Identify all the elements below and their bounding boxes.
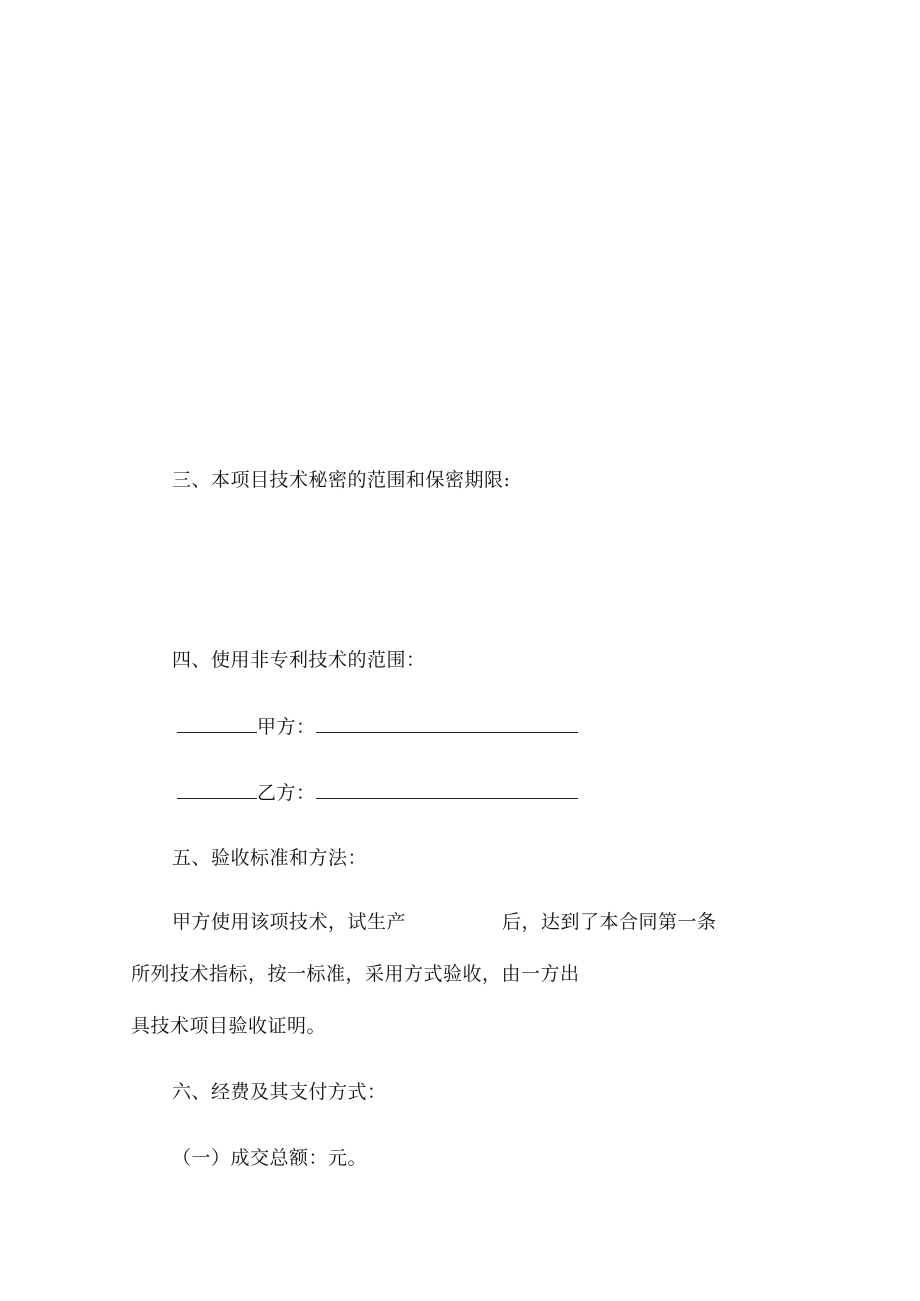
section-5-para-line-1-part-1: 甲方使用该项技术，试生产 (172, 911, 407, 933)
section-5-para-line-1-part-2: 后，达到了本合同第一条 (502, 911, 717, 933)
section-5-para-line-3: 具技术项目验收证明。 (131, 1015, 327, 1037)
section-6-heading: 六、经费及其支付方式： (172, 1081, 387, 1103)
party-a-label: 甲方： (257, 716, 316, 738)
section-5-heading: 五、验收标准和方法： (172, 847, 368, 869)
party-b-row (177, 780, 578, 805)
party-b-value-blank (316, 780, 578, 799)
party-a-prefix-blank (177, 714, 257, 733)
section-3-heading: 三、本项目技术秘密的范围和保密期限: (172, 469, 511, 491)
party-a-value-blank (316, 714, 578, 733)
party-a-row (177, 714, 578, 739)
party-b-prefix-blank (177, 780, 257, 799)
section-5-para-line-2: 所列技术指标，按一标准，采用方式验收，由一方出 (131, 963, 580, 985)
section-5-para-line-1 (172, 910, 717, 934)
section-4-heading: 四、使用非专利技术的范围： (172, 649, 426, 671)
party-b-label: 乙方： (257, 782, 316, 804)
section-6-item-1: （一）成交总额：元。 (172, 1147, 368, 1169)
